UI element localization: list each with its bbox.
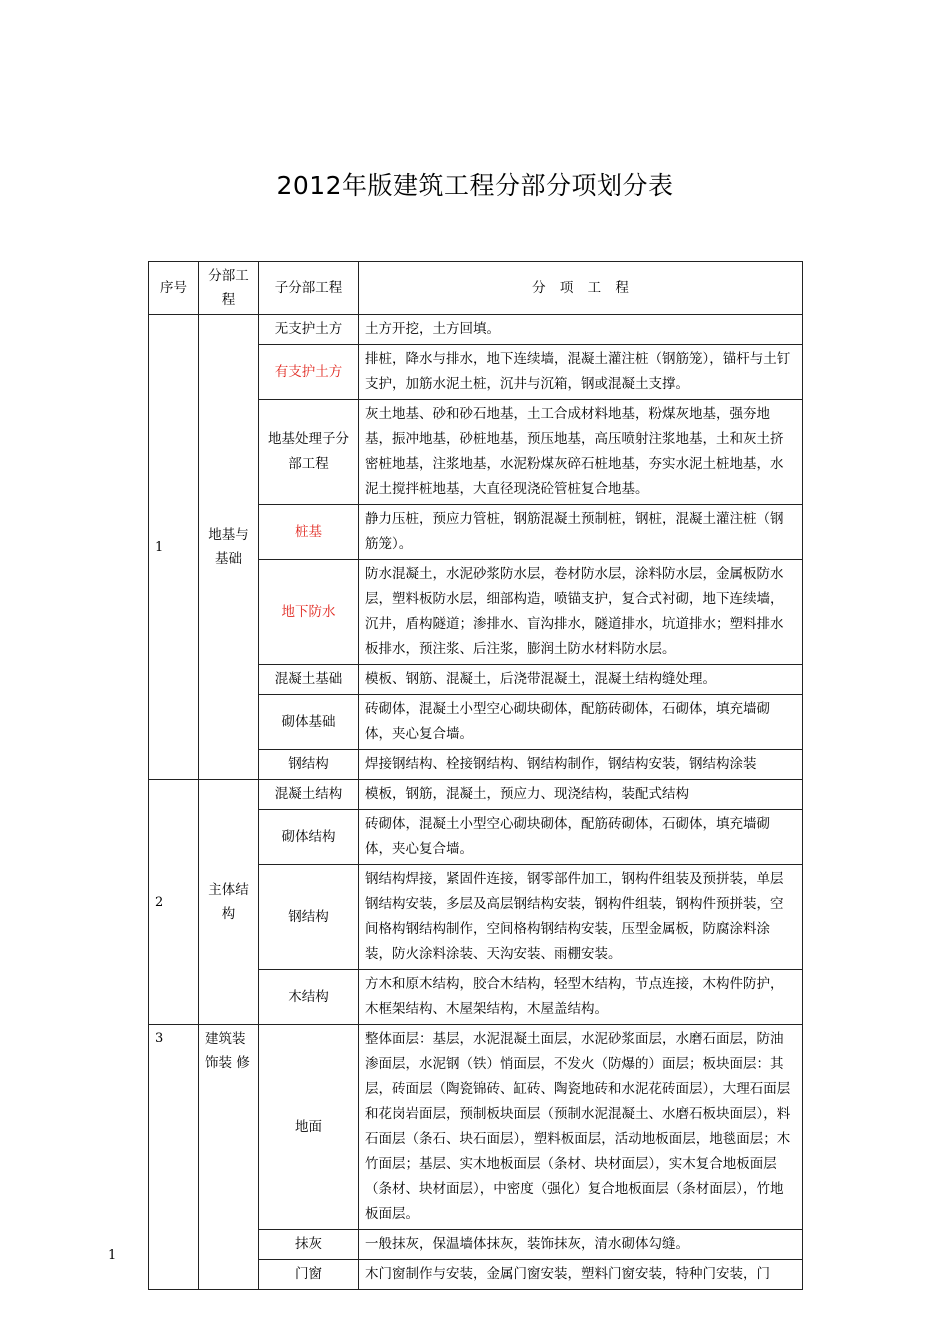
sub-part: 门窗 (259, 1260, 359, 1290)
sub-part: 无支护土方 (259, 315, 359, 345)
group-seq: 1 (149, 315, 199, 780)
table-row (149, 1025, 803, 1230)
item-list: 木门窗制作与安装，金属门窗安装，塑料门窗安装，特种门安装，门 (359, 1260, 803, 1290)
item-list: 灰土地基、砂和砂石地基，土工合成材料地基，粉煤灰地基，强夯地基，振冲地基，砂桩地基，预压地基，高压喷射注浆地基，土和灰土挤密桩地基，注浆地基，水泥粉煤灰碎石桩地基，夯实水泥土桩地基，水泥土搅拌桩地基，大直径现浇砼管桩复合地基。 (359, 400, 803, 505)
item-list: 方木和原木结构，胶合木结构，轻型木结构，节点连接，木构件防护，木框架结构、木屋架结构，木屋盖结构。 (359, 970, 803, 1025)
header-seq: 序号 (149, 262, 199, 315)
header-item: 分 项 工 程 (359, 262, 803, 315)
item-list: 整体面层：基层，水泥混凝土面层，水泥砂浆面层，水磨石面层，防油渗面层，水泥钢（铁）悄面层，不发火（防爆的）面层；板块面层：其层，砖面层（陶瓷锦砖、缸砖、陶瓷地砖和水泥花砖面层），大理石面层和花岗岩面层，预制板块面层（预制水泥混凝土、水磨石板块面层），料石面层（条石、块石面层），塑料板面层，活动地板面层，地毯面层；木竹面层；基层、实木地板面层（条材、块材面层），实木复合地板面层（条材、块材面层），中密度（强化）复合地板面层（条材面层），竹地板面层。 (359, 1025, 803, 1230)
header-part: 分部工程 (199, 262, 259, 315)
item-list: 防水混凝土，水泥砂浆防水层，卷材防水层，涂料防水层，金属板防水层，塑料板防水层，细部构造，喷锚支护，复合式衬砌，地下连续墙，沉井，盾构隧道；渗排水、盲沟排水，隧道排水，坑道排水；塑料排水板排水，预注浆、后注浆，膨润土防水材料防水层。 (359, 560, 803, 665)
sub-part: 砌体结构 (259, 810, 359, 865)
division-table (148, 261, 803, 1290)
sub-part: 钢结构 (259, 865, 359, 970)
sub-part: 地面 (259, 1025, 359, 1230)
group-part: 建筑装饰装 修 (199, 1025, 259, 1290)
sub-part: 地下防水 (259, 560, 359, 665)
item-list: 土方开挖，土方回填。 (359, 315, 803, 345)
item-list: 模板、钢筋、混凝土，后浇带混凝土，混凝土结构缝处理。 (359, 665, 803, 695)
item-list: 砖砌体，混凝土小型空心砌块砌体，配筋砖砌体，石砌体，填充墙砌体，夹心复合墙。 (359, 695, 803, 750)
sub-part: 抹灰 (259, 1230, 359, 1260)
sub-part: 地基处理子分部工程 (259, 400, 359, 505)
sub-part: 混凝土结构 (259, 780, 359, 810)
sub-part: 木结构 (259, 970, 359, 1025)
group-part: 主体结构 (199, 780, 259, 1025)
group-seq: 3 (149, 1025, 199, 1290)
item-list: 砖砌体，混凝土小型空心砌块砌体，配筋砖砌体，石砌体，填充墙砌体，夹心复合墙。 (359, 810, 803, 865)
header-sub: 子分部工程 (259, 262, 359, 315)
item-list: 静力压桩，预应力管桩，钢筋混凝土预制桩，钢桩，混凝土灌注桩（钢筋笼）。 (359, 505, 803, 560)
sub-part: 砌体基础 (259, 695, 359, 750)
table-row (149, 780, 803, 810)
sub-part: 有支护土方 (259, 345, 359, 400)
sub-part: 混凝土基础 (259, 665, 359, 695)
item-list: 焊接钢结构、栓接钢结构、钢结构制作，钢结构安装，钢结构涂装 (359, 750, 803, 780)
header-row (149, 262, 803, 315)
item-list: 一般抹灰，保温墙体抹灰，装饰抹灰，清水砌体勾缝。 (359, 1230, 803, 1260)
sub-part: 桩基 (259, 505, 359, 560)
sub-part: 钢结构 (259, 750, 359, 780)
group-part: 地基与基础 (199, 315, 259, 780)
table-row (149, 315, 803, 345)
page-title: 2012年版建筑工程分部分项划分表 (276, 171, 674, 200)
page-number: 1 (108, 1248, 117, 1263)
item-list: 钢结构焊接，紧固件连接，钢零部件加工，钢构件组装及预拼装，单层钢结构安装，多层及高层钢结构安装，钢构件组装，钢构件预拼装，空间格构钢结构制作，空间格构钢结构安装，压型金属板，防腐涂料涂装，防火涂料涂装、天沟安装、雨棚安装。 (359, 865, 803, 970)
item-list: 模板，钢筋，混凝土，预应力、现浇结构，装配式结构 (359, 780, 803, 810)
group-seq: 2 (149, 780, 199, 1025)
item-list: 排桩，降水与排水，地下连续墙，混凝土灌注桩（钢筋笼），锚杆与土钉支护，加筋水泥土桩，沉井与沉箱，钢或混凝土支撑。 (359, 345, 803, 400)
